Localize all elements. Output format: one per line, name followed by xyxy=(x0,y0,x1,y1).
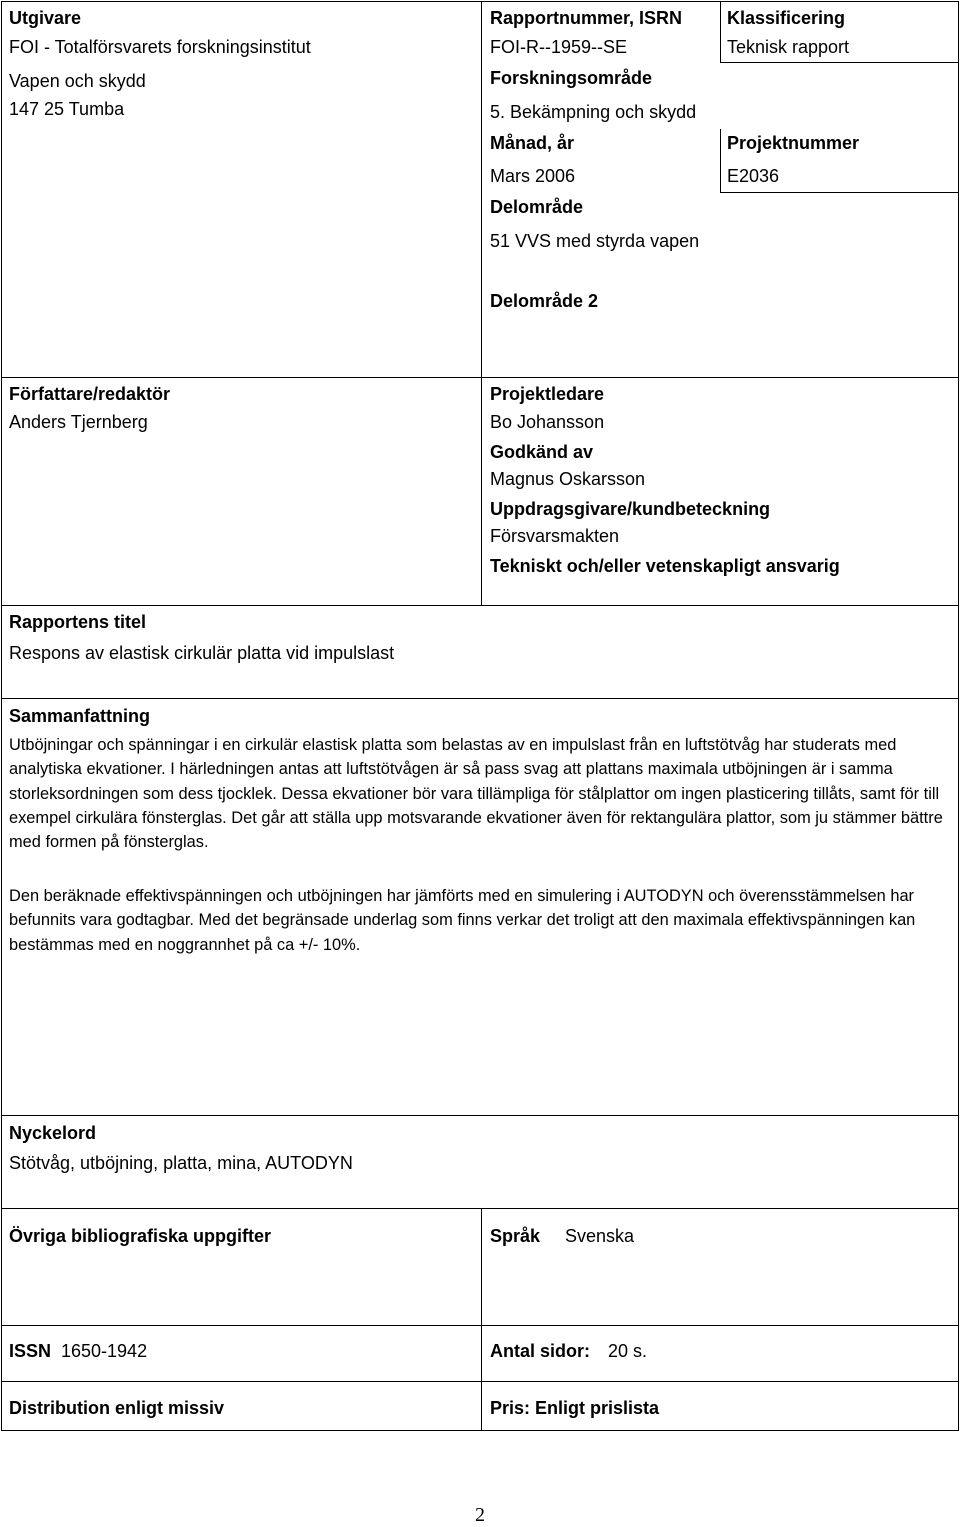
project-leader-value: Bo Johansson xyxy=(490,412,605,432)
month-year-value: Mars 2006 xyxy=(490,166,576,186)
rule-under-project-number xyxy=(720,192,959,193)
research-area-label: Forskningsområde xyxy=(490,68,653,88)
rule-under-bibliographic xyxy=(1,1325,959,1326)
client-value: Försvarsmakten xyxy=(490,526,620,546)
approved-by-value: Magnus Oskarsson xyxy=(490,469,646,489)
price-label: Pris: Enligt prislista xyxy=(490,1398,660,1418)
distribution-label: Distribution enligt missiv xyxy=(9,1398,225,1418)
column-divider-classification xyxy=(720,1,721,62)
sub-area-value: 51 VVS med styrda vapen xyxy=(490,231,700,251)
rule-header-bottom xyxy=(1,377,959,378)
report-number-value: FOI-R--1959--SE xyxy=(490,37,628,57)
keywords-value: Stötvåg, utböjning, platta, mina, AUTODYN xyxy=(9,1153,353,1173)
rule-under-issn xyxy=(1,1381,959,1382)
keywords-label: Nyckelord xyxy=(9,1123,97,1143)
rule-under-summary xyxy=(1,1115,959,1116)
rule-under-keywords xyxy=(1,1208,959,1209)
other-bibliographic-label: Övriga bibliografiska uppgifter xyxy=(9,1226,272,1246)
page-number: 2 xyxy=(475,1504,485,1526)
month-year-label: Månad, år xyxy=(490,133,575,153)
project-number-label: Projektnummer xyxy=(727,133,860,153)
publisher-name: FOI - Totalförsvarets forskningsinstitut xyxy=(9,37,311,57)
classification-value: Teknisk rapport xyxy=(727,37,850,57)
language-value: Svenska xyxy=(565,1226,635,1246)
publisher-division: Vapen och skydd xyxy=(9,71,146,91)
sub-area-2-label: Delområde 2 xyxy=(490,291,599,311)
summary-paragraph-1: Utböjningar och spänningar i en cirkulär elastisk platta som belastas av en impulslast från en luftstötvåg har studerats med analytiska ekvationer. I härledningen antas att luftstötvågen är så pass svag att plattans maximala utböjningen är i samma storleksordningen som dess tjocklek. Dessa ekvationer bör vara tillämpliga för stålplattor om ingen plasticering tillåts, samt för till exempel cirkulära fönsterglas. Det går att ställa upp motsvarande ekvationer även för rektangulära plattor, som ju stämmer bättre med formen på fönsterglas. xyxy=(9,736,943,852)
project-number-value: E2036 xyxy=(727,166,780,186)
research-area-value: 5. Bekämpning och skydd xyxy=(490,102,697,122)
project-leader-label: Projektledare xyxy=(490,384,605,404)
language-label: Språk xyxy=(490,1226,541,1246)
issn-value: 1650-1942 xyxy=(61,1341,148,1361)
approved-by-label: Godkänd av xyxy=(490,442,594,462)
pages-value: 20 s. xyxy=(608,1341,648,1361)
publisher-label: Utgivare xyxy=(9,8,82,28)
report-number-label: Rapportnummer, ISRN xyxy=(490,8,683,28)
report-title-value: Respons av elastisk cirkulär platta vid impulslast xyxy=(9,643,395,663)
rule-under-title xyxy=(1,698,959,699)
rule-under-responsible xyxy=(1,605,959,606)
client-label: Uppdragsgivare/kundbeteckning xyxy=(490,499,771,519)
author-value: Anders Tjernberg xyxy=(9,412,148,432)
responsible-label: Tekniskt och/eller vetenskapligt ansvarig xyxy=(490,556,840,576)
publisher-address: 147 25 Tumba xyxy=(9,99,125,119)
rule-under-classification xyxy=(720,62,959,63)
summary-paragraph-2: Den beräknade effektivspänningen och utböjningen har jämförts med en simulering i AUTODYN och överensstämmelsen har befunnits vara godtagbar. Med det begränsade underlag som finns verkar det troligt att den maximala effektivspänningen kan bestämmas med en noggrannhet på ca +/- 10%. xyxy=(9,887,916,954)
column-divider-left xyxy=(481,1,482,605)
report-title-label: Rapportens titel xyxy=(9,612,147,632)
author-label: Författare/redaktör xyxy=(9,384,171,404)
sub-area-label: Delområde xyxy=(490,197,584,217)
issn-label: ISSN xyxy=(9,1341,52,1361)
summary-label: Sammanfattning xyxy=(9,706,151,726)
column-divider-language xyxy=(481,1208,482,1431)
classification-label: Klassificering xyxy=(727,8,846,28)
column-divider-project-number xyxy=(720,129,721,192)
pages-label: Antal sidor: xyxy=(490,1341,591,1361)
